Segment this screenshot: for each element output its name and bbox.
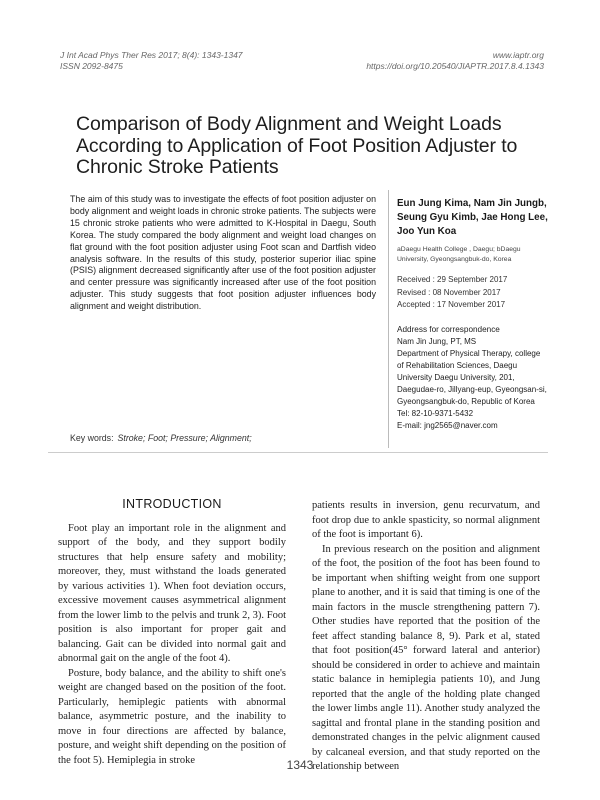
correspondence-address: Department of Physical Therapy, college of Rehabilitation Sciences, Daegu University Daegu University, 201, Daegudae-ro, Jillyang-eup, Gyeongsan-si, Gyeongsangbuk-do, Republic of Korea — [397, 348, 547, 407]
keywords-list: Stroke; Foot; Pressure; Alignment; — [117, 433, 252, 443]
correspondence-tel: Tel: 82-10-9371-5432 — [397, 409, 474, 419]
correspondence-name: Nam Jin Jung, PT, MS — [397, 336, 477, 346]
page-number: 1343 — [286, 758, 314, 772]
received-date: Received : 29 September 2017 — [397, 275, 508, 284]
keywords-label: Key words: — [70, 433, 114, 443]
correspondence-email[interactable]: E-mail: jng2565@naver.com — [397, 421, 498, 431]
paragraph: patients results in inversion, genu recurvatum, and foot drop due to ankle spasticity, so normal alignment of the foot is important 6). — [312, 500, 540, 540]
revised-date: Revised : 08 November 2017 — [397, 287, 501, 297]
running-head-left — [60, 50, 243, 72]
issn: ISSN 2092-8475 — [60, 61, 123, 71]
correspondence-heading: Address for correspondence — [397, 324, 500, 334]
keywords — [70, 433, 252, 443]
body-column-right — [312, 499, 540, 775]
paragraph: Posture, body balance, and the ability to shift one's weight are changed based on the position of the foot. Particularly, hemiplegic patients with abnormal balance, asymmetric posture, and the inability to move in four directions are affected by balance, posture, and weight shift depending on the position of the foot 5). Hemiplegia in stroke — [58, 667, 286, 766]
article-info-sidebar — [397, 197, 549, 432]
body-column-left — [58, 497, 286, 768]
author-list: Eun Jung Kima, Nam Jin Jungb, Seung Gyu Kimb, Jae Hong Lee, Joo Yun Koa — [397, 198, 548, 237]
paragraph: In previous research on the position and alignment of the foot, the position of the foot has been found to be important when shifting weight from one support plane to another, and it is said that timing is one of the main factors in the muscle strengthening pattern 7). Other studies have reported that the position of the feet affect standing balance 8, 9). Park et al, stated that foot position(45° forward lateral and anterior) should be considered in order to achieve and maintain static balance in hemiplegia patients 10), and Jung reported that the angle of the holding plate changed the lower limbs angle 11). Another study analyzed the sagittal and frontal plane in the standing position and demonstrated changes in the pelvic alignment caused by calcaneal eversion, and that study reported on the relationship between — [312, 543, 540, 772]
journal-website[interactable]: www.iaptr.org — [492, 50, 544, 60]
paper-title: Comparison of Body Alignment and Weight Loads According to Application of Foot Position Adjuster to Chronic Stroke Patients — [76, 113, 518, 178]
doi-link[interactable]: https://doi.org/10.20540/JIAPTR.2017.8.4.1343 — [366, 61, 544, 71]
accepted-date: Accepted : 17 November 2017 — [397, 300, 506, 309]
header-divider — [48, 452, 548, 453]
article-dates — [397, 274, 549, 312]
running-head-right — [366, 50, 544, 72]
affiliations: aDaegu Health College , Daegu; bDaegu University, Gyeongsangbuk-do, Korea — [397, 246, 521, 263]
section-heading-introduction: INTRODUCTION — [122, 497, 222, 511]
paragraph: Foot play an important role in the alignment and support of the body, and they support bodily structures that help ensure safety and mobility; moreover, they, must withstand the loads generated by various activities 1). When foot deviation occurs, excessive movement causes asymmetrical alignment from the lower limb to the pelvis and trunk 2, 3). Foot position is also important for proper gait and balancing. Gait can be divided into normal gait and abnormal gait on the angle of the foot 4). — [58, 522, 286, 664]
abstract: The aim of this study was to investigate the effects of foot position adjuster on body alignment and weight loads in chronic stroke patients. The subjects were 15 chronic stroke patients who were admitted to K-Hospital in Daegu, South Korea. The study compared the body alignment and weight load changes on flat ground with the foot position adjuster using Foot scan and Dartfish video analysis software. In the results of this study, posterior superior iliac spine (PSIS) alignment decreased significantly after use of the foot position adjuster and center pressure was significantly increased after use of the foot position adjuster. This study suggests that foot position adjuster influences body alignment and weight distribution. — [70, 194, 376, 312]
correspondence — [397, 324, 549, 433]
journal-citation: J Int Acad Phys Ther Res 2017; 8(4): 1343-1347 — [60, 50, 243, 60]
